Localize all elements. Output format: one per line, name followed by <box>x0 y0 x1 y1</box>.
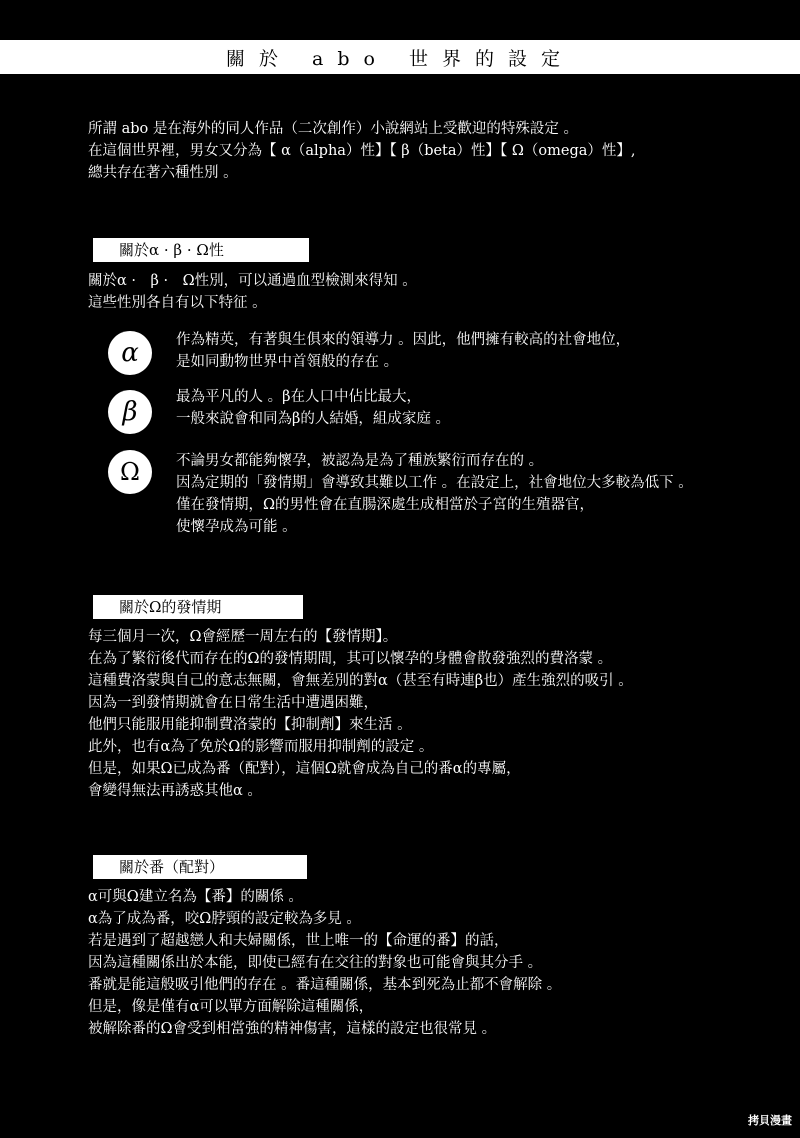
page-title-bar <box>0 40 800 74</box>
section-abo-paragraph <box>88 270 788 314</box>
section-heading-label: 關於α · β · Ω性 <box>119 241 224 259</box>
description-line: 不論男女都能夠懷孕，被認為是為了種族繁衍而存在的 。 <box>176 453 544 469</box>
paragraph-line: 若是遇到了超越戀人和夫婦關係，世上唯一的【命運的番】的話， <box>88 933 509 949</box>
omega-symbol: Ω <box>120 458 140 486</box>
description-line: 是如同動物世界中首領般的存在 。 <box>176 354 399 370</box>
intro-line: 所謂 abo 是在海外的同人作品（二次創作）小說網站上受歡迎的特殊設定 。 <box>88 121 578 137</box>
paragraph-line: 因為這種關係出於本能，即使已經有在交往的對象也可能會與其分手 。 <box>88 955 543 971</box>
description-line: 最為平凡的人 。β在人口中佔比最大， <box>176 389 421 405</box>
intro-paragraph <box>88 118 788 184</box>
description-line: 使懷孕成為可能 。 <box>176 519 297 535</box>
alpha-symbol: α <box>121 338 139 368</box>
section-pair-paragraph <box>88 886 788 1040</box>
paragraph-line: 關於α · β · Ω性別，可以通過血型檢測來得知 。 <box>88 273 417 289</box>
description-line: 因為定期的「發情期」會導致其難以工作 。在設定上，社會地位大多較為低下 。 <box>176 475 693 491</box>
paragraph-line: 每三個月一次，Ω會經歷一周左右的【發情期】。 <box>88 629 398 645</box>
section-heading-pair <box>93 855 307 879</box>
paragraph-line: 因為一到發情期就會在日常生活中遭遇困難， <box>88 695 378 711</box>
paragraph-line: 此外，也有α為了免於Ω的影響而服用抑制劑的設定 。 <box>88 739 434 755</box>
paragraph-line: 在為了繁衍後代而存在的Ω的發情期間，其可以懷孕的身體會散發強烈的費洛蒙 。 <box>88 651 613 667</box>
paragraph-line: 番就是能這般吸引他們的存在 。番這種關係，基本到死為止都不會解除 。 <box>88 977 562 993</box>
section-heat-paragraph <box>88 626 788 802</box>
description-line: 一般來說會和同為β的人結婚，組成家庭 。 <box>176 411 450 427</box>
page-title: 關於 abo 世界的設定 <box>225 47 574 70</box>
omega-icon <box>108 450 152 494</box>
paragraph-line: 這種費洛蒙與自己的意志無關，會無差別的對α（甚至有時連β也）產生強烈的吸引 。 <box>88 673 633 689</box>
paragraph-line: 被解除番的Ω會受到相當強的精神傷害，這樣的設定也很常見 。 <box>88 1021 497 1037</box>
paragraph-line: 這些性別各自有以下特征 。 <box>88 295 267 311</box>
watermark: 拷貝漫畫 <box>748 1114 792 1127</box>
intro-line: 在這個世界裡，男女又分為【 α（alpha）性】【 β（beta）性】【 Ω（omega）性】, <box>88 143 636 159</box>
paragraph-line: 但是，如果Ω已成為番（配對），這個Ω就會成為自己的番α的專屬， <box>88 761 521 777</box>
beta-icon <box>108 390 152 434</box>
section-heading-heat <box>93 595 303 619</box>
omega-description <box>176 450 796 538</box>
section-heading-label: 關於Ω的發情期 <box>119 598 222 616</box>
paragraph-line: 會變得無法再誘惑其他α 。 <box>88 783 262 799</box>
paragraph-line: 他們只能服用能抑制費洛蒙的【抑制劑】來生活 。 <box>88 717 412 733</box>
alpha-icon <box>108 331 152 375</box>
description-line: 作為精英，有著與生俱來的領導力 。因此，他們擁有較高的社會地位， <box>176 332 631 348</box>
paragraph-line: 但是，像是僅有α可以單方面解除這種關係， <box>88 999 374 1015</box>
beta-symbol: β <box>122 397 138 427</box>
description-line: 僅在發情期，Ω的男性會在直腸深處生成相當於子宮的生殖器官， <box>176 497 595 513</box>
alpha-description <box>176 329 796 373</box>
intro-line: 總共存在著六種性別 。 <box>88 165 238 181</box>
beta-description <box>176 386 796 430</box>
paragraph-line: α為了成為番，咬Ω脖頸的設定較為多見 。 <box>88 911 361 927</box>
paragraph-line: α可與Ω建立名為【番】的關係 。 <box>88 889 303 905</box>
section-heading-abo <box>93 238 309 262</box>
section-heading-label: 關於番（配對） <box>119 858 225 876</box>
